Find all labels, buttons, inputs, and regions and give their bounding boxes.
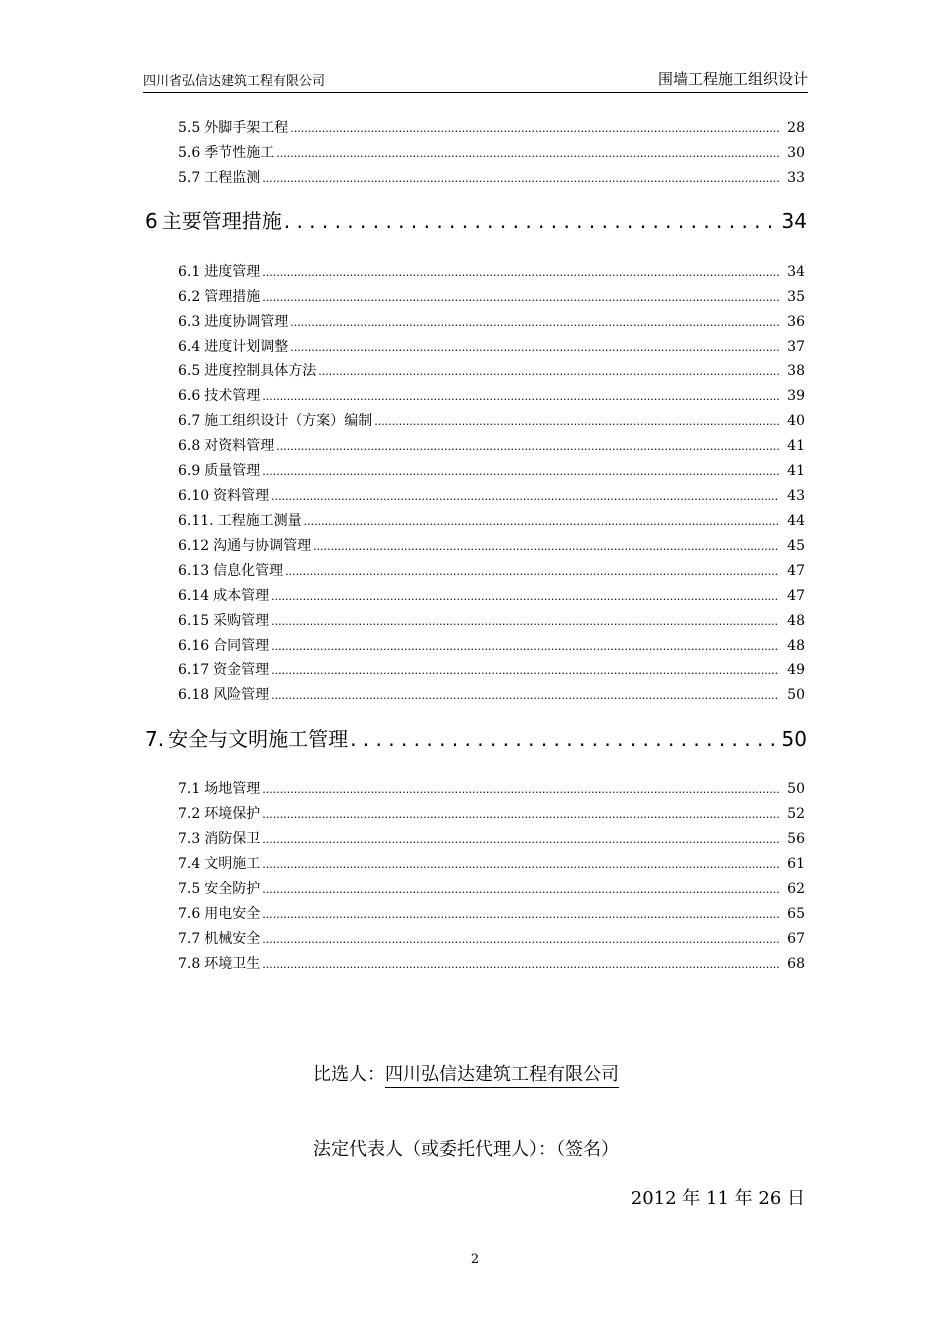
toc-entry-title: 信息化管理 xyxy=(213,563,284,579)
toc-entry-page: 50 xyxy=(781,727,807,751)
toc-leader-dots xyxy=(271,488,779,504)
toc-entry-title: 成本管理 xyxy=(213,588,270,604)
bidder-label: 比选人： xyxy=(313,1064,385,1085)
toc-entry-number: 6.10 xyxy=(178,488,210,504)
toc-entry-number: 6.4 xyxy=(178,339,201,355)
toc-entry-title: 消防保卫 xyxy=(204,831,261,847)
toc-entry-number: 6.9 xyxy=(178,463,201,479)
toc-entry[interactable] xyxy=(178,286,805,308)
toc-entry-number: 5.7 xyxy=(178,170,201,186)
toc-leader-dots xyxy=(262,856,779,872)
toc-entry-title: 工程监测 xyxy=(204,170,261,186)
toc-chapter-entry[interactable] xyxy=(145,723,807,753)
toc-entry-page: 50 xyxy=(787,781,805,797)
toc-leader-dots xyxy=(262,906,779,922)
toc-entry[interactable] xyxy=(178,336,805,358)
toc-entry-title: 安全防护 xyxy=(204,881,261,897)
toc-leader-dots xyxy=(262,289,779,305)
toc-entry-title: 施工组织设计（方案）编制 xyxy=(204,413,373,429)
toc-entry[interactable] xyxy=(178,410,805,432)
toc-leader-dots xyxy=(271,613,779,629)
toc-entry-page: 34 xyxy=(781,209,807,233)
toc-entry-title: 安全与文明施工管理 xyxy=(168,727,349,751)
toc-entry-number: 6.2 xyxy=(178,289,201,305)
toc-entry-title: 进度管理 xyxy=(204,264,261,280)
toc-entry[interactable] xyxy=(178,610,805,632)
toc-leader-dots xyxy=(285,563,779,579)
toc-entry-page: 47 xyxy=(787,563,805,579)
toc-entry-title: 风险管理 xyxy=(213,687,270,703)
toc-entry-number: 6.14 xyxy=(178,588,210,604)
toc-leader-dots xyxy=(304,513,779,529)
toc-entry-number: 6.7 xyxy=(178,413,201,429)
toc-entry-page: 41 xyxy=(787,438,805,454)
toc-entry[interactable] xyxy=(178,167,805,189)
toc-entry-title: 外脚手架工程 xyxy=(204,120,289,136)
toc-entry[interactable] xyxy=(178,903,805,925)
toc-entry-title: 主要管理措施 xyxy=(161,209,282,233)
toc-entry[interactable] xyxy=(178,385,805,407)
toc-entry-number: 6.11. xyxy=(178,513,214,529)
bidder-company: 四川弘信达建筑工程有限公司 xyxy=(385,1064,619,1088)
toc-entry-title: 季节性施工 xyxy=(204,145,275,161)
toc-leader-dots xyxy=(271,687,779,703)
toc-leader-dots xyxy=(271,638,779,654)
toc-entry[interactable] xyxy=(178,635,805,657)
toc-entry-title: 质量管理 xyxy=(204,463,261,479)
toc-entry[interactable] xyxy=(178,142,805,164)
toc-entry-number: 7.6 xyxy=(178,906,201,922)
toc-entry-number: 6 xyxy=(145,209,158,233)
toc-entry-number: 7. xyxy=(145,727,165,751)
toc-entry-title: 进度控制具体方法 xyxy=(204,363,317,379)
toc-entry[interactable] xyxy=(178,311,805,333)
toc-entry-page: 30 xyxy=(787,145,805,161)
toc-entry-number: 6.17 xyxy=(178,662,210,678)
toc-entry-number: 6.15 xyxy=(178,613,210,629)
toc-entry-page: 56 xyxy=(787,831,805,847)
toc-entry-title: 用电安全 xyxy=(204,906,261,922)
toc-leader-dots xyxy=(290,339,779,355)
toc-leader-dots xyxy=(374,413,779,429)
toc-entry-page: 45 xyxy=(787,538,805,554)
toc-entry-number: 5.5 xyxy=(178,120,201,136)
toc-entry-page: 40 xyxy=(787,413,805,429)
toc-entry-page: 41 xyxy=(787,463,805,479)
toc-entry-page: 48 xyxy=(787,638,805,654)
toc-entry-number: 6.13 xyxy=(178,563,210,579)
toc-entry-page: 37 xyxy=(787,339,805,355)
toc-entry-page: 34 xyxy=(787,264,805,280)
representative-signature-line: 法定代表人（或委托代理人）：（签名） xyxy=(313,1139,619,1160)
toc-entry-number: 6.8 xyxy=(178,438,201,454)
toc-entry-page: 62 xyxy=(787,881,805,897)
signature-date: 2012 年 11 年 26 日 xyxy=(630,1188,805,1209)
toc-leader-dots xyxy=(290,314,779,330)
toc-entry-page: 36 xyxy=(787,314,805,330)
toc-leader-dots xyxy=(276,145,779,161)
toc-entry-number: 7.1 xyxy=(178,781,201,797)
toc-entry-page: 33 xyxy=(787,170,805,186)
toc-entry-title: 进度协调管理 xyxy=(204,314,289,330)
toc-entry-number: 7.4 xyxy=(178,856,201,872)
toc-entry-title: 环境卫生 xyxy=(204,956,261,972)
toc-leader-dots xyxy=(284,209,776,233)
toc-entry-number: 6.1 xyxy=(178,264,201,280)
toc-entry[interactable] xyxy=(178,828,805,850)
toc-entry-title: 进度计划调整 xyxy=(204,339,289,355)
toc-entry-title: 环境保护 xyxy=(204,806,261,822)
toc-entry-number: 7.3 xyxy=(178,831,201,847)
toc-entry[interactable] xyxy=(178,659,805,681)
toc-leader-dots xyxy=(262,881,779,897)
toc-entry-title: 工程施工测量 xyxy=(217,513,302,529)
toc-entry-title: 场地管理 xyxy=(204,781,261,797)
toc-entry[interactable] xyxy=(178,510,805,532)
toc-entry[interactable] xyxy=(178,435,805,457)
toc-entry[interactable] xyxy=(178,803,805,825)
toc-entry-title: 合同管理 xyxy=(213,638,270,654)
toc-entry-title: 管理措施 xyxy=(204,289,261,305)
toc-entry-number: 6.5 xyxy=(178,363,201,379)
toc-entry-page: 28 xyxy=(787,120,805,136)
toc-entry-number: 7.5 xyxy=(178,881,201,897)
toc-entry-title: 技术管理 xyxy=(204,388,261,404)
toc-entry-page: 35 xyxy=(787,289,805,305)
toc-entry-number: 6.18 xyxy=(178,687,210,703)
toc-entry-page: 47 xyxy=(787,588,805,604)
toc-leader-dots xyxy=(350,727,775,751)
toc-leader-dots xyxy=(313,538,779,554)
toc-entry-number: 5.6 xyxy=(178,145,201,161)
page-header xyxy=(143,68,808,93)
toc-entry-page: 44 xyxy=(787,513,805,529)
toc-entry-page: 38 xyxy=(787,363,805,379)
toc-entry[interactable] xyxy=(178,778,805,800)
toc-entry-page: 61 xyxy=(787,856,805,872)
toc-leader-dots xyxy=(318,363,779,379)
toc-entry-number: 6.6 xyxy=(178,388,201,404)
toc-leader-dots xyxy=(276,438,779,454)
header-company: 四川省弘信达建筑工程有限公司 xyxy=(143,74,326,89)
toc-leader-dots xyxy=(271,588,779,604)
toc-entry-page: 43 xyxy=(787,488,805,504)
toc-entry-page: 39 xyxy=(787,388,805,404)
toc-entry[interactable] xyxy=(178,117,805,139)
toc-leader-dots xyxy=(262,388,779,404)
toc-entry-number: 6.16 xyxy=(178,638,210,654)
toc-entry[interactable] xyxy=(178,460,805,482)
toc-entry-title: 对资料管理 xyxy=(204,438,275,454)
toc-entry-page: 48 xyxy=(787,613,805,629)
toc-leader-dots xyxy=(262,931,779,947)
toc-entry[interactable] xyxy=(178,535,805,557)
toc-entry-number: 6.12 xyxy=(178,538,210,554)
toc-entry[interactable] xyxy=(178,560,805,582)
toc-leader-dots xyxy=(262,170,779,186)
toc-leader-dots xyxy=(262,781,779,797)
toc-leader-dots xyxy=(262,463,779,479)
toc-leader-dots xyxy=(262,831,779,847)
toc-entry-title: 资料管理 xyxy=(213,488,270,504)
toc-entry-page: 52 xyxy=(787,806,805,822)
toc-entry-page: 49 xyxy=(787,662,805,678)
toc-leader-dots xyxy=(262,956,779,972)
toc-entry-number: 7.8 xyxy=(178,956,201,972)
toc-entry-title: 机械安全 xyxy=(204,931,261,947)
toc-entry[interactable] xyxy=(178,928,805,950)
toc-leader-dots xyxy=(262,264,779,280)
toc-leader-dots xyxy=(290,120,779,136)
toc-entry[interactable] xyxy=(178,953,805,975)
toc-entry[interactable] xyxy=(178,585,805,607)
toc-entry-page: 68 xyxy=(787,956,805,972)
toc-entry[interactable] xyxy=(178,360,805,382)
toc-leader-dots xyxy=(262,806,779,822)
toc-entry-page: 65 xyxy=(787,906,805,922)
toc-leader-dots xyxy=(271,662,779,678)
toc-entry-page: 50 xyxy=(787,687,805,703)
toc-entry[interactable] xyxy=(178,853,805,875)
toc-chapter-entry[interactable] xyxy=(145,205,807,235)
toc-entry-page: 67 xyxy=(787,931,805,947)
toc-entry[interactable] xyxy=(178,261,805,283)
toc-entry-title: 文明施工 xyxy=(204,856,261,872)
toc-entry-number: 6.3 xyxy=(178,314,201,330)
toc-entry-title: 采购管理 xyxy=(213,613,270,629)
toc-entry-title: 资金管理 xyxy=(213,662,270,678)
bidder-line xyxy=(313,1060,619,1086)
toc-entry-number: 7.7 xyxy=(178,931,201,947)
toc-entry-number: 7.2 xyxy=(178,806,201,822)
page-number: 2 xyxy=(470,1252,480,1267)
toc-entry[interactable] xyxy=(178,684,805,706)
header-document-title: 围墙工程施工组织设计 xyxy=(657,70,808,88)
toc-entry[interactable] xyxy=(178,878,805,900)
toc-entry-title: 沟通与协调管理 xyxy=(213,538,312,554)
toc-entry[interactable] xyxy=(178,485,805,507)
